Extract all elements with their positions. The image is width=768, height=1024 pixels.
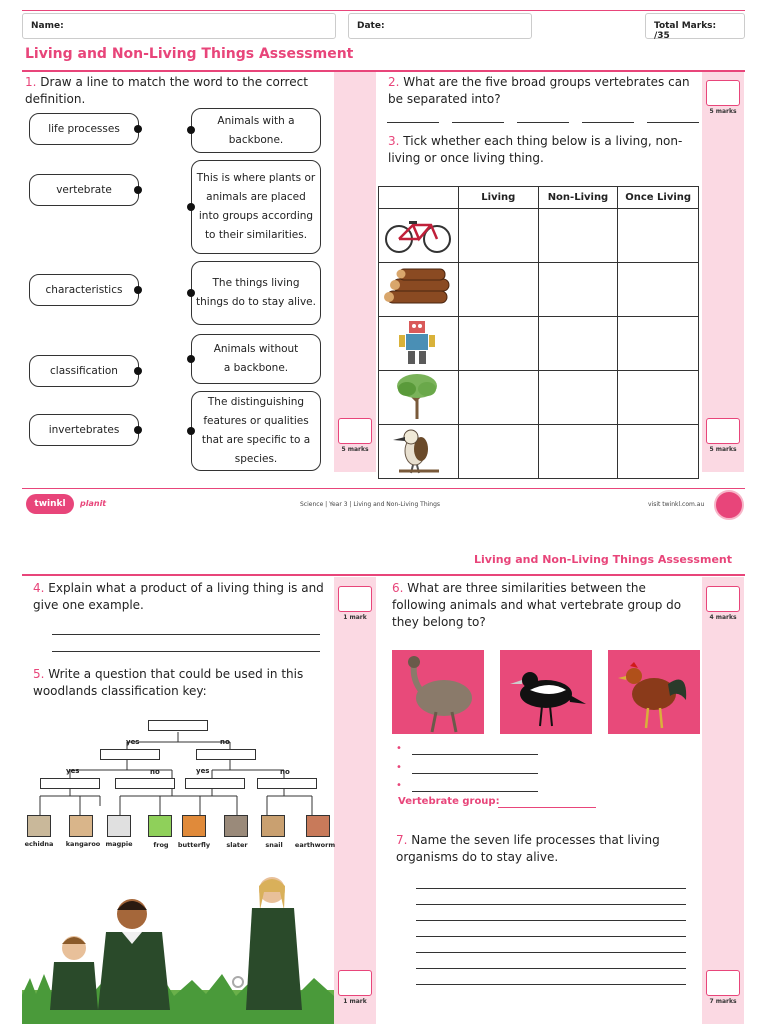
q7-answer-line-5[interactable] [416,952,686,953]
row-tree-image [379,371,459,425]
total-marks-field[interactable] [645,13,745,39]
footer-center-text: Science | Year 3 | Living and Non-Living Things [300,501,441,508]
page-title: Living and Non-Living Things Assessment [25,46,354,62]
bullet-3: • [396,780,402,791]
page2-strip-left [334,577,376,1024]
tree-living-cell[interactable] [458,371,538,425]
vertebrate-group-line[interactable] [498,807,596,808]
col-once-living: Once Living [618,187,699,209]
total-marks-label: Total Marks: [654,21,717,31]
q6-marks-label: 4 marks [709,614,737,621]
earthworm-icon [306,815,330,837]
q2-answer-line-2[interactable] [452,122,504,123]
label-echidna: echidna [24,840,54,848]
col-living: Living [458,187,538,209]
q3-mark-box[interactable] [706,418,740,444]
name-field[interactable] [22,13,336,39]
definition-dot-5[interactable] [187,427,195,435]
footer-url[interactable]: visit twinkl.com.au [648,501,705,508]
robot-non-living-cell[interactable] [538,317,618,371]
snail-icon [261,815,285,837]
q7-answer-line-6[interactable] [416,968,686,969]
word-box-5: invertebrates [29,414,139,446]
q7-marks-label: 7 marks [709,998,737,1005]
children-illustration [22,870,334,1024]
footer-rule [22,488,745,489]
bicycle-living-cell[interactable] [458,209,538,263]
frog-icon [148,815,172,837]
q7-mark-box[interactable] [706,970,740,996]
key-no-1: no [220,738,230,746]
q3-text: 3. Tick whether each thing below is a living, non-living or once living thing. [388,134,683,165]
q2-answer-line-1[interactable] [387,122,439,123]
kookaburra-living-cell[interactable] [458,425,538,479]
vertebrate-group-label: Vertebrate group: [398,796,500,807]
emu-icon [392,650,484,734]
q7-answer-line-3[interactable] [416,920,686,921]
q6-answer-line-2[interactable] [412,773,538,774]
rooster-icon [608,650,700,734]
q4-answer-line-1[interactable] [52,634,320,635]
tree-non-living-cell[interactable] [538,371,618,425]
col-non-living: Non-Living [538,187,618,209]
marks-strip-left [334,72,376,472]
definition-box-2: This is where plants or animals are placed into groups according to their similarities. [191,160,321,254]
magpie-icon [107,815,131,837]
q4-marks-label: 1 mark [343,614,367,621]
word-dot-3[interactable] [134,286,142,294]
word-dot-5[interactable] [134,426,142,434]
q6-text: 6. What are three similarities between the following animals and what vertebrate group do they belong to? [392,581,682,629]
q7-answer-line-4[interactable] [416,936,686,937]
q2-marks-label: 5 marks [709,108,737,115]
definition-box-4: Animals without a backbone. [191,334,321,384]
q4-mark-box[interactable] [338,586,372,612]
row-robot-image [379,317,459,371]
tick-table-corner [379,187,459,209]
page2-title-rule [22,574,745,576]
date-field[interactable] [348,13,532,39]
row-bicycle-image [379,209,459,263]
q2-text: 2. What are the five broad groups vertebrates can be separated into? [388,75,690,106]
key-box-top[interactable] [148,720,208,731]
total-marks-value: /35 [654,31,670,41]
bullet-1: • [396,743,402,754]
bullet-2: • [396,762,402,773]
tree-icon [379,371,457,421]
label-earthworm: earthworm [294,841,336,849]
tree-once-living-cell[interactable] [618,371,699,425]
q4-answer-line-2[interactable] [52,651,320,652]
definition-dot-4[interactable] [187,355,195,363]
q5-marks-label: 1 mark [343,998,367,1005]
q1-mark-box[interactable] [338,418,372,444]
q2-answer-line-4[interactable] [582,122,634,123]
definition-box-5: The distinguishing features or qualities that are specific to a species. [191,391,321,471]
definition-dot-1[interactable] [187,126,195,134]
definition-dot-3[interactable] [187,289,195,297]
robot-once-living-cell[interactable] [618,317,699,371]
word-dot-4[interactable] [134,367,142,375]
q6-answer-line-3[interactable] [412,791,538,792]
header-rule [22,10,745,11]
kangaroo-icon [69,815,93,837]
date-label: Date: [357,21,385,31]
twinkl-badge-icon [714,490,744,520]
robot-living-cell[interactable] [458,317,538,371]
butterfly-icon [182,815,206,837]
key-box-lr[interactable] [115,778,175,789]
key-box-ll[interactable] [40,778,100,789]
key-box-left[interactable] [100,749,160,760]
label-snail: snail [265,841,283,849]
q6-mark-box[interactable] [706,586,740,612]
page2-title: Living and Non-Living Things Assessment [474,553,732,566]
marks-strip-right [702,72,744,472]
definition-box-3: The things living things do to stay alive. [191,261,321,325]
name-label: Name: [31,21,64,31]
page2-strip-right [702,577,744,1024]
word-box-4: classification [29,355,139,387]
key-yes-2: yes [66,767,80,775]
q2-answer-line-5[interactable] [647,122,699,123]
word-dot-2[interactable] [134,186,142,194]
q1-text: 1. Draw a line to match the word to the correct definition. [25,75,308,106]
title-rule [22,70,745,72]
q2-answer-line-3[interactable] [517,122,569,123]
magpie-bird-icon [500,650,592,734]
kookaburra-non-living-cell[interactable] [538,425,618,479]
twinkl-logo: twinkl [26,494,74,514]
q7-answer-line-7[interactable] [416,984,686,985]
key-yes-1: yes [126,738,140,746]
logs-non-living-cell[interactable] [538,263,618,317]
q5-mark-box[interactable] [338,970,372,996]
bicycle-once-living-cell[interactable] [618,209,699,263]
definition-box-1: Animals with a backbone. [191,108,321,153]
key-box-rl[interactable] [185,778,245,789]
bicycle-icon [379,209,457,259]
label-kangaroo: kangaroo [65,840,101,848]
q6-answer-line-1[interactable] [412,754,538,755]
slater-icon [224,815,248,837]
kookaburra-once-living-cell[interactable] [618,425,699,479]
label-frog: frog [153,841,169,849]
row-logs-image [379,263,459,317]
q7-answer-line-2[interactable] [416,904,686,905]
word-box-2: vertebrate [29,174,139,206]
key-box-rr[interactable] [257,778,317,789]
logs-living-cell[interactable] [458,263,538,317]
planit-logo: planit [80,499,107,508]
label-magpie: magpie [105,840,133,848]
label-slater: slater [226,841,248,849]
q5-text: 5. Write a question that could be used in this woodlands classification key: [33,667,304,698]
q4-text: 4. Explain what a product of a living thing is and give one example. [33,581,324,612]
q7-answer-line-1[interactable] [416,888,686,889]
logs-icon [379,263,457,313]
key-no-2: no [150,768,160,776]
robot-icon [379,317,457,367]
kookaburra-icon [379,425,457,475]
word-box-1: life processes [29,113,139,145]
word-box-3: characteristics [29,274,139,306]
tick-table [378,186,699,479]
bicycle-non-living-cell[interactable] [538,209,618,263]
definition-dot-2[interactable] [187,203,195,211]
label-butterfly: butterfly [177,841,211,849]
q1-marks-label: 5 marks [341,446,369,453]
echidna-icon [27,815,51,837]
word-dot-1[interactable] [134,125,142,133]
key-box-right[interactable] [196,749,256,760]
logs-once-living-cell[interactable] [618,263,699,317]
row-kookaburra-image [379,425,459,479]
key-no-3: no [280,768,290,776]
q3-marks-label: 5 marks [709,446,737,453]
q2-mark-box[interactable] [706,80,740,106]
key-yes-3: yes [196,767,210,775]
q7-text: 7. Name the seven life processes that living organisms do to stay alive. [396,833,660,864]
